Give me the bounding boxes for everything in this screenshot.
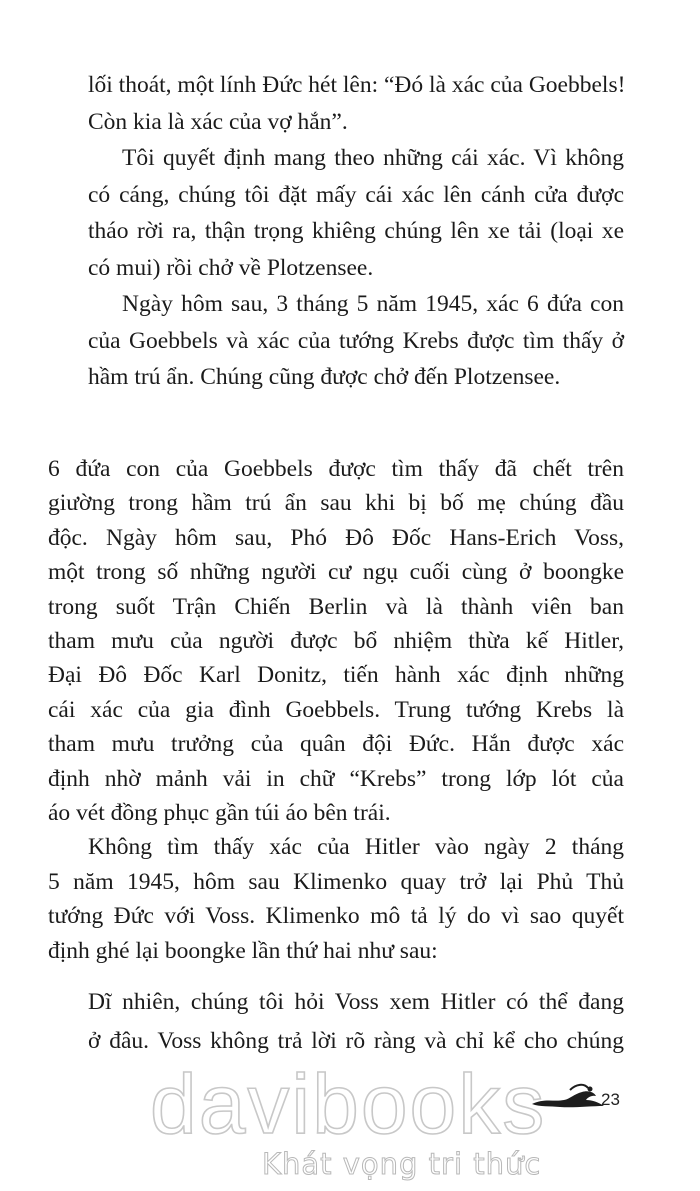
text-line: định ghé lại boongke lần thứ hai như sau:	[48, 937, 438, 964]
text-line: Ngày hôm sau, 3 tháng 5 năm 1945, xác 6 đứa con	[122, 291, 624, 317]
text-line: có cáng, chúng tôi đặt mấy cái xác lên cánh cửa được	[88, 181, 624, 208]
text-line: Tôi quyết định mang theo những cái xác. Vì không	[122, 145, 624, 171]
text-line: ở đâu. Voss không trả lời rõ ràng và chỉ kể cho chúng	[88, 1028, 624, 1054]
text-line: giường trong hầm trú ẩn sau khi bị bố mẹ chúng đầu	[48, 490, 624, 517]
text-line: 6 đứa con của Goebbels được tìm thấy đã chết trên	[48, 456, 624, 482]
text-line: Dĩ nhiên, chúng tôi hỏi Voss xem Hitler có thể đang	[88, 989, 624, 1015]
text-line: của Goebbels và xác của tướng Krebs được tìm thấy ở	[88, 327, 624, 354]
text-line: cái xác của gia đình Goebbels. Trung tướng Krebs là	[48, 696, 624, 723]
text-line: tháo rời ra, thận trọng khiêng chúng lên xe tải (loại xe	[88, 218, 624, 244]
text-line: Còn kia là xác của vợ hắn”.	[88, 108, 348, 135]
text-line: 5 năm 1945, hôm sau Klimenko quay trở lại Phủ Thủ	[48, 868, 624, 895]
text-line: áo vét đồng phục gần túi áo bên trái.	[48, 800, 391, 826]
text-line: Đại Đô Đốc Karl Donitz, tiến hành xác định những	[48, 662, 624, 689]
watermark-brand: davibooks	[150, 1057, 547, 1151]
text-line: hầm trú ẩn. Chúng cũng được chở đến Plotzensee.	[88, 364, 561, 390]
text-line: tướng Đức với Voss. Klimenko mô tả lý do vì sao quyết	[48, 903, 624, 930]
text-line: có mui) rồi chở về Plotzensee.	[88, 254, 374, 281]
text-line: độc. Ngày hôm sau, Phó Đô Đốc Hans-Erich Voss,	[48, 524, 624, 551]
text-line: trong suốt Trận Chiến Berlin và là thành viên ban	[48, 593, 624, 620]
page-number: 23	[601, 1090, 620, 1109]
text-line: một trong số những người cư ngụ cuối cùng ở boongke	[48, 559, 624, 586]
watermark-tagline: Khát vọng tri thức	[262, 1147, 542, 1181]
text-line: Không tìm thấy xác của Hitler vào ngày 2 tháng	[88, 834, 624, 861]
text-line: định nhờ mảnh vải in chữ “Krebs” trong lớp lót của	[48, 765, 624, 792]
text-line: tham mưu của người được bổ nhiệm thừa kế Hitler,	[48, 628, 624, 654]
text-line: lối thoát, một lính Đức hét lên: “Đó là xác của Goebbels!	[88, 72, 626, 98]
text-line: tham mưu trưởng của quân đội Đức. Hắn được xác	[48, 731, 624, 758]
